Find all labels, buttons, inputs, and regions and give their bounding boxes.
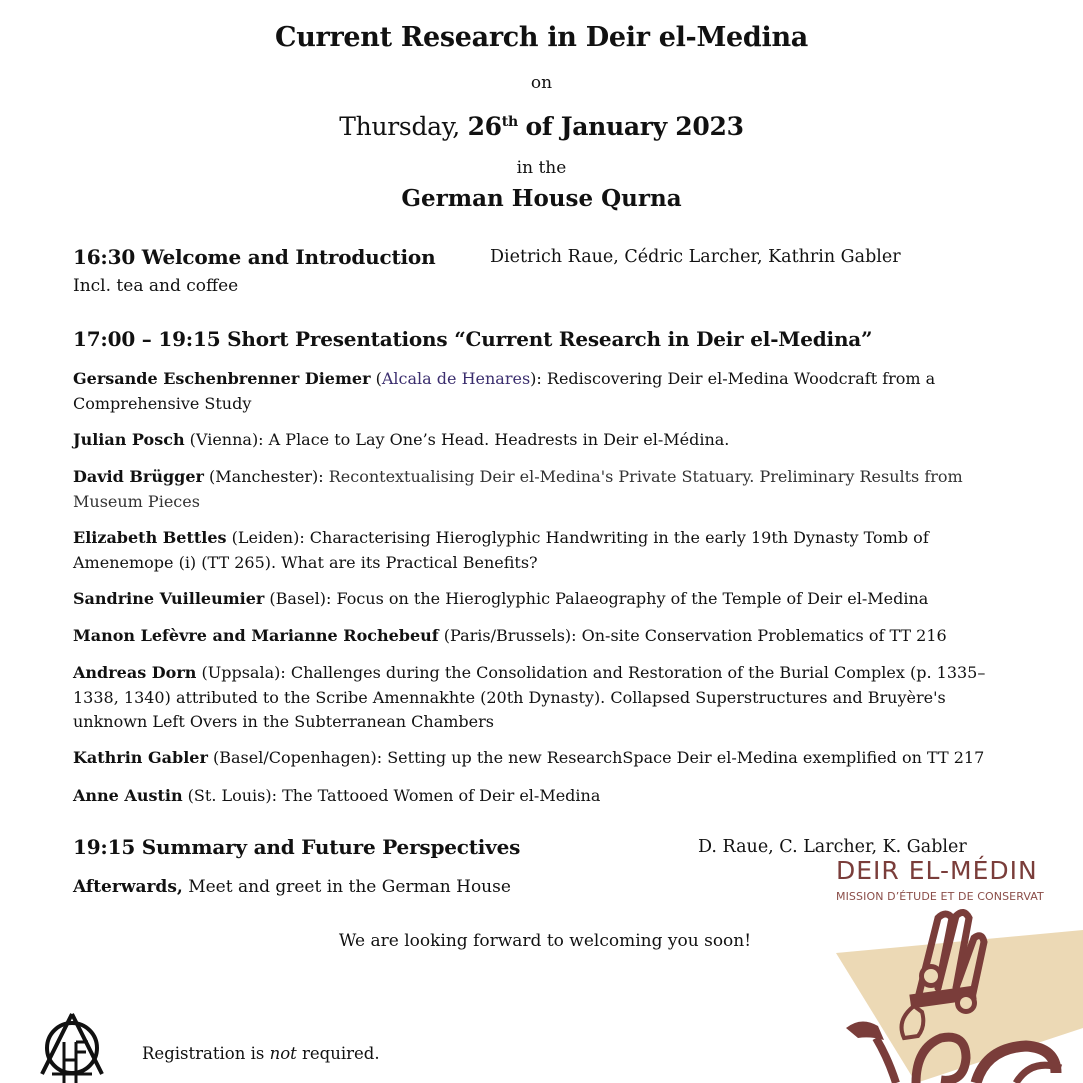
welcome-speakers: Dietrich Raue, Cédric Larcher, Kathrin Gabler	[490, 247, 901, 267]
talk-title: A Place to Lay One’s Head. Headrests in Deir el-Médina.	[268, 430, 730, 449]
talk-title: The Tattooed Women of Deir el-Medina	[282, 786, 601, 805]
logo-title: DEIR EL-MÉDIN	[836, 856, 1038, 885]
talk-title: On-site Conservation Problematics of TT 216	[581, 626, 947, 645]
talk-item: Elizabeth Bettles (Leiden): Characterising Hieroglyphic Handwriting in the early 19th Dynasty Tomb of Amenemope (i) (TT 265). What are its Practical Benefits?	[73, 528, 929, 572]
date-weekday: Thursday,	[339, 112, 460, 141]
talk-affiliation-link[interactable]: Alcala de Henares	[381, 369, 531, 388]
talk-item: Kathrin Gabler (Basel/Copenhagen): Setting up the new ResearchSpace Deir el-Medina exemplified on TT 217	[73, 748, 985, 767]
date-day: 26	[467, 112, 502, 141]
date-month-year: of January 2023	[525, 112, 744, 141]
on-label: on	[530, 73, 553, 93]
event-date	[0, 112, 1083, 141]
talk-speaker: Andreas Dorn	[73, 663, 197, 682]
talk-title: Setting up the new ResearchSpace Deir el-Medina exemplified on TT 217	[387, 748, 985, 767]
event-title: Current Research in Deir el-Medina	[275, 22, 808, 53]
afterwards-text: Meet and greet in the German House	[188, 877, 511, 897]
presentations-heading: 17:00 – 19:15 Short Presentations “Current Research in Deir el-Medina”	[73, 327, 873, 351]
talk-item: Julian Posch (Vienna): A Place to Lay One’s Head. Headrests in Deir el-Médina.	[73, 430, 730, 449]
dai-logo-icon	[36, 1012, 116, 1083]
talk-speaker: Manon Lefèvre and Marianne Rochebeuf	[73, 626, 439, 645]
talk-item: Sandrine Vuilleumier (Basel): Focus on the Hieroglyphic Palaeography of the Temple of Deir el-Medina	[73, 589, 929, 608]
talk-speaker: Julian Posch	[73, 430, 185, 449]
talk-affiliation: Vienna	[195, 430, 252, 449]
talk-affiliation: Manchester	[215, 467, 312, 486]
talk-affiliation: Leiden	[237, 528, 294, 547]
talk-speaker: Elizabeth Bettles	[73, 528, 227, 547]
logo-subtitle: MISSION D’ÉTUDE ET DE CONSERVAT	[836, 890, 1044, 903]
talk-speaker: Anne Austin	[73, 786, 183, 805]
talk-item: Andreas Dorn (Uppsala): Challenges during the Consolidation and Restoration of the Burial Complex (p. 1335–1338, 1340) attributed to the Scribe Amennakhte (20th Dynasty). Collapsed Superstructures and Bruyère's unknown Left Overs in the Subterranean Chambers	[73, 663, 986, 731]
venue: German House Qurna	[401, 185, 682, 212]
pharaoh-emblem-icon	[826, 908, 1083, 1083]
talk-speaker: Gersande Eschenbrenner Diemer	[73, 369, 371, 388]
in-the-label: in the	[516, 158, 567, 178]
talk-speaker: Kathrin Gabler	[73, 748, 208, 767]
talk-affiliation: Paris/Brussels	[450, 626, 565, 645]
summary-speakers: D. Raue, C. Larcher, K. Gabler	[698, 837, 967, 857]
talk-title: Rediscovering Deir el-Medina Woodcraft from a Comprehensive Study	[73, 369, 936, 413]
registration-note	[142, 1044, 380, 1063]
welcome-heading: 16:30 Welcome and Introduction	[73, 245, 436, 269]
date-suffix: th	[501, 114, 518, 130]
closing-message: We are looking forward to welcoming you soon!	[338, 931, 752, 951]
talk-affiliation: Basel/Copenhagen	[219, 748, 371, 767]
talk-speaker: David Brügger	[73, 467, 204, 486]
talk-title: Characterising Hieroglyphic Handwriting in the early 19th Dynasty Tomb of Amenemope (i) (TT 265). What are its Practical Benefits?	[73, 528, 929, 572]
talk-affiliation: Basel	[275, 589, 320, 608]
afterwards-label: Afterwards,	[73, 877, 183, 897]
welcome-note: Incl. tea and coffee	[73, 276, 239, 296]
talk-affiliation: Uppsala	[207, 663, 275, 682]
registration-emphasis: not	[269, 1044, 297, 1063]
talk-item: Manon Lefèvre and Marianne Rochebeuf (Paris/Brussels): On-site Conservation Problematics of TT 216	[73, 626, 947, 645]
talk-speaker: Sandrine Vuilleumier	[73, 589, 265, 608]
talk-affiliation: St. Louis	[193, 786, 266, 805]
talk-item: Gersande Eschenbrenner Diemer (Alcala de Henares): Rediscovering Deir el-Medina Woodcraft from a Comprehensive Study	[73, 369, 936, 413]
talk-item: Anne Austin (St. Louis): The Tattooed Women of Deir el-Medina	[73, 786, 601, 805]
talk-title: Challenges during the Consolidation and Restoration of the Burial Complex (p. 1335–1338, 1340) attributed to the Scribe Amennakhte (20th Dynasty). Collapsed Superstructures and Bruyère's unknown Left Overs in the Subterranean Chambers	[73, 663, 986, 731]
talk-title: Focus on the Hieroglyphic Palaeography of the Temple of Deir el-Medina	[336, 589, 929, 608]
talk-title: Recontextualising Deir el-Medina's Private Statuary. Preliminary Results from Museum Pieces	[73, 467, 963, 511]
talk-item: David Brügger (Manchester): Recontextualising Deir el-Medina's Private Statuary. Preliminary Results from Museum Pieces	[73, 467, 963, 511]
registration-text-end: required.	[302, 1044, 380, 1063]
afterwards-note	[73, 877, 511, 897]
summary-heading: 19:15 Summary and Future Perspectives	[73, 835, 521, 859]
registration-text: Registration is	[142, 1044, 265, 1063]
deir-el-medina-logo	[826, 852, 1083, 1083]
